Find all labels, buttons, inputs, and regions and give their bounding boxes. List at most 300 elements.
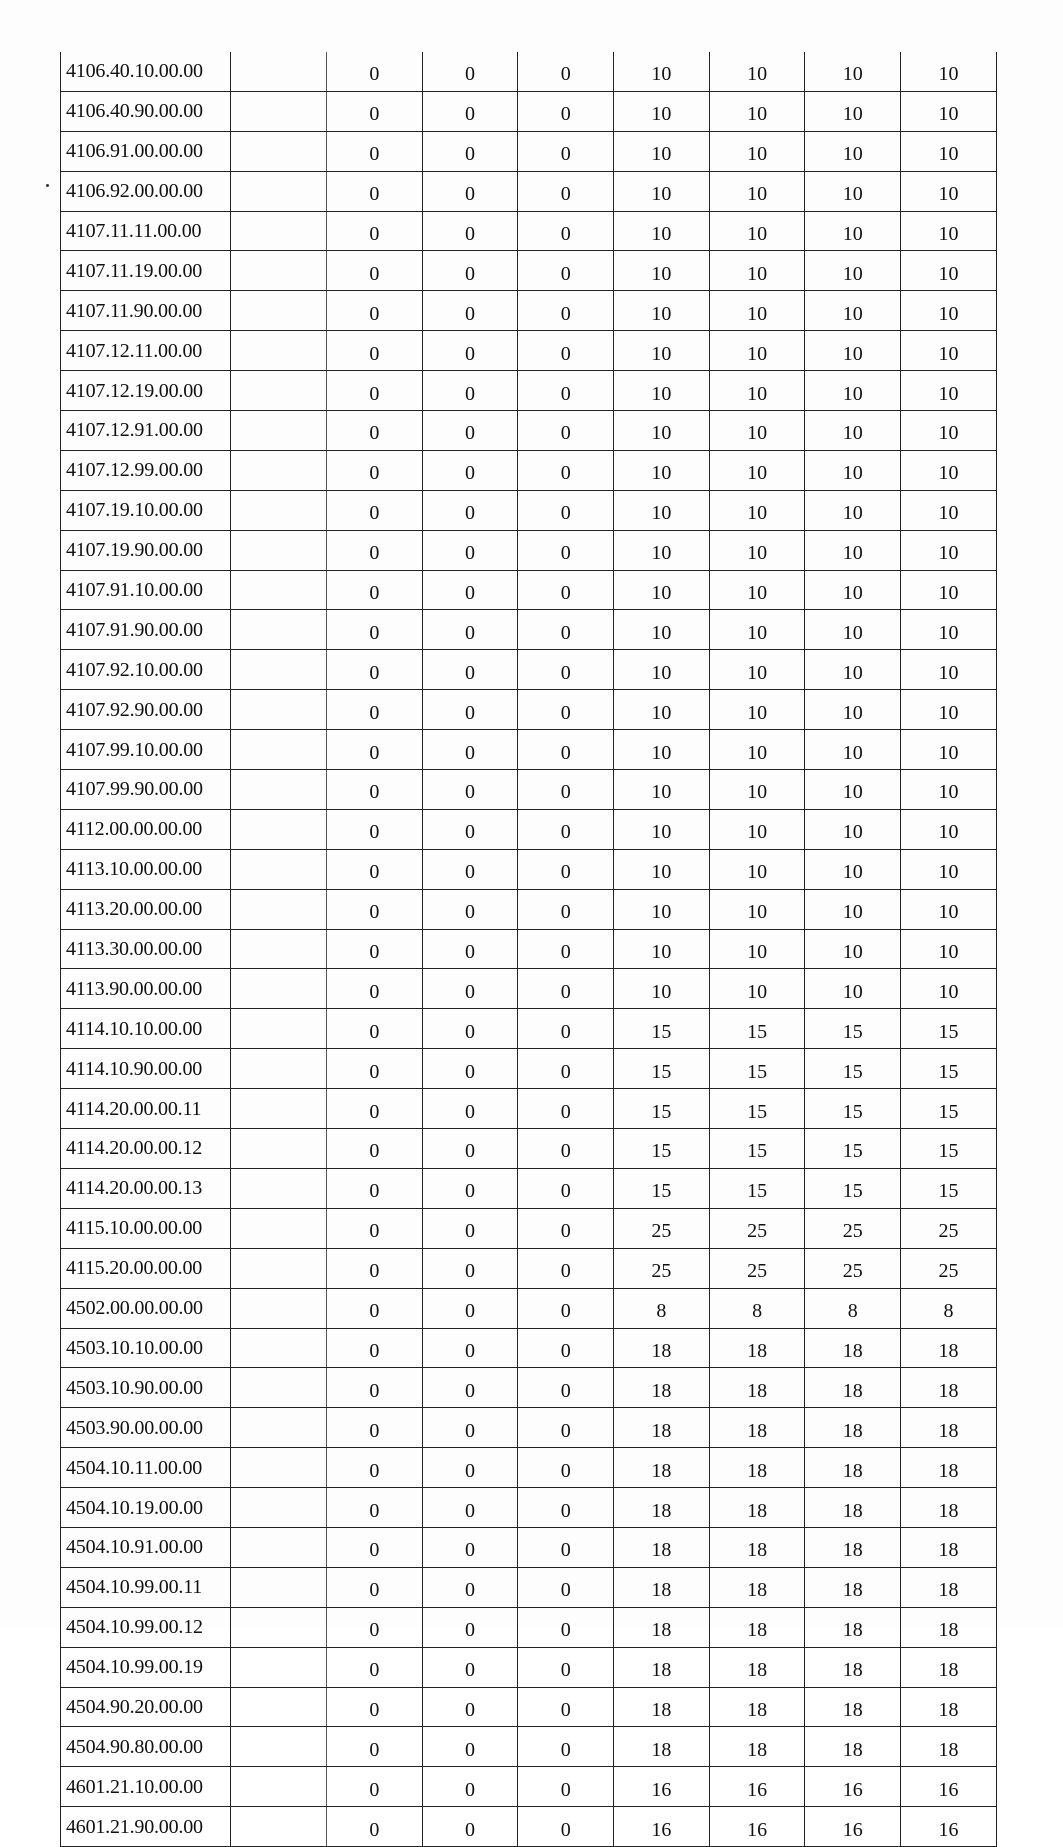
rate-cell: 0 (518, 1607, 614, 1647)
rate-cell: 18 (805, 1727, 901, 1767)
scan-speck (46, 184, 49, 187)
rate-cell: 0 (518, 1129, 614, 1169)
description-cell (231, 929, 327, 969)
hs-code-cell: 4503.90.00.00.00 (61, 1408, 231, 1448)
rate-cell: 0 (327, 1567, 423, 1607)
description-cell (231, 1448, 327, 1488)
rate-cell: 18 (709, 1328, 805, 1368)
table-row (61, 291, 997, 331)
table-row (61, 1488, 997, 1528)
rate-cell: 10 (901, 331, 997, 371)
rate-cell: 0 (327, 770, 423, 810)
rate-cell: 10 (614, 770, 710, 810)
rate-cell: 10 (709, 770, 805, 810)
rate-cell: 25 (805, 1248, 901, 1288)
rate-cell: 15 (805, 1009, 901, 1049)
rate-cell: 10 (901, 131, 997, 171)
rate-cell: 10 (709, 291, 805, 331)
rate-cell: 0 (518, 1009, 614, 1049)
rate-cell: 0 (422, 371, 518, 411)
rate-cell: 18 (805, 1647, 901, 1687)
rate-cell: 0 (518, 411, 614, 451)
table-row (61, 1208, 997, 1248)
rate-cell: 0 (518, 1687, 614, 1727)
rate-cell: 10 (805, 450, 901, 490)
rate-cell: 0 (422, 1208, 518, 1248)
tariff-table-body (61, 52, 997, 1847)
rate-cell: 10 (709, 730, 805, 770)
description-cell (231, 1408, 327, 1448)
rate-cell: 10 (614, 91, 710, 131)
rate-cell: 10 (901, 371, 997, 411)
rate-cell: 10 (614, 171, 710, 211)
rate-cell: 10 (901, 809, 997, 849)
rate-cell: 0 (518, 1368, 614, 1408)
table-row (61, 52, 997, 91)
rate-cell: 0 (422, 1168, 518, 1208)
table-row (61, 809, 997, 849)
rate-cell: 15 (805, 1089, 901, 1129)
hs-code-cell: 4106.91.00.00.00 (61, 131, 231, 171)
rate-cell: 18 (614, 1687, 710, 1727)
rate-cell: 16 (709, 1767, 805, 1807)
hs-code-cell: 4113.30.00.00.00 (61, 929, 231, 969)
rate-cell: 0 (327, 1767, 423, 1807)
table-row (61, 1368, 997, 1408)
rate-cell: 10 (805, 490, 901, 530)
table-row (61, 730, 997, 770)
rate-cell: 18 (805, 1567, 901, 1607)
rate-cell: 18 (709, 1687, 805, 1727)
rate-cell: 10 (901, 211, 997, 251)
hs-code-cell: 4504.10.99.00.19 (61, 1647, 231, 1687)
rate-cell: 10 (805, 889, 901, 929)
rate-cell: 10 (805, 530, 901, 570)
rate-cell: 18 (805, 1368, 901, 1408)
rate-cell: 0 (327, 171, 423, 211)
hs-code-cell: 4504.10.99.00.12 (61, 1607, 231, 1647)
rate-cell: 0 (327, 331, 423, 371)
rate-cell: 0 (327, 1368, 423, 1408)
description-cell (231, 570, 327, 610)
rate-cell: 0 (422, 1129, 518, 1169)
rate-cell: 0 (327, 1288, 423, 1328)
rate-cell: 18 (805, 1527, 901, 1567)
rate-cell: 18 (901, 1687, 997, 1727)
rate-cell: 10 (805, 291, 901, 331)
hs-code-cell: 4601.21.10.00.00 (61, 1767, 231, 1807)
rate-cell: 0 (327, 211, 423, 251)
rate-cell: 15 (614, 1009, 710, 1049)
table-row (61, 570, 997, 610)
rate-cell: 18 (614, 1368, 710, 1408)
rate-cell: 0 (518, 530, 614, 570)
rate-cell: 0 (327, 690, 423, 730)
rate-cell: 0 (518, 650, 614, 690)
rate-cell: 0 (518, 171, 614, 211)
rate-cell: 25 (901, 1248, 997, 1288)
rate-cell: 25 (614, 1208, 710, 1248)
table-row (61, 1288, 997, 1328)
rate-cell: 0 (422, 1647, 518, 1687)
rate-cell: 0 (518, 1208, 614, 1248)
rate-cell: 10 (901, 52, 997, 91)
rate-cell: 10 (805, 91, 901, 131)
rate-cell: 0 (327, 1009, 423, 1049)
hs-code-cell: 4504.90.80.00.00 (61, 1727, 231, 1767)
description-cell (231, 1567, 327, 1607)
rate-cell: 0 (422, 1408, 518, 1448)
rate-cell: 0 (327, 1248, 423, 1288)
description-cell (231, 91, 327, 131)
rate-cell: 18 (901, 1408, 997, 1448)
description-cell (231, 809, 327, 849)
rate-cell: 18 (901, 1328, 997, 1368)
table-row (61, 1248, 997, 1288)
rate-cell: 10 (805, 131, 901, 171)
rate-cell: 0 (422, 1488, 518, 1528)
rate-cell: 0 (422, 52, 518, 91)
rate-cell: 0 (327, 1049, 423, 1089)
rate-cell: 0 (422, 690, 518, 730)
rate-cell: 0 (518, 251, 614, 291)
rate-cell: 10 (901, 650, 997, 690)
rate-cell: 10 (614, 849, 710, 889)
description-cell (231, 770, 327, 810)
rate-cell: 15 (805, 1049, 901, 1089)
rate-cell: 10 (901, 570, 997, 610)
hs-code-cell: 4107.92.10.00.00 (61, 650, 231, 690)
description-cell (231, 490, 327, 530)
rate-cell: 10 (709, 889, 805, 929)
rate-cell: 10 (901, 730, 997, 770)
rate-cell: 0 (327, 650, 423, 690)
rate-cell: 10 (709, 490, 805, 530)
rate-cell: 0 (422, 1448, 518, 1488)
rate-cell: 8 (901, 1288, 997, 1328)
rate-cell: 0 (422, 131, 518, 171)
hs-code-cell: 4504.10.11.00.00 (61, 1448, 231, 1488)
rate-cell: 18 (709, 1408, 805, 1448)
hs-code-cell: 4115.20.00.00.00 (61, 1248, 231, 1288)
rate-cell: 10 (901, 251, 997, 291)
rate-cell: 15 (709, 1089, 805, 1129)
rate-cell: 0 (422, 849, 518, 889)
rate-cell: 0 (518, 1288, 614, 1328)
rate-cell: 10 (614, 52, 710, 91)
rate-cell: 0 (327, 291, 423, 331)
hs-code-cell: 4107.92.90.00.00 (61, 690, 231, 730)
rate-cell: 0 (327, 251, 423, 291)
rate-cell: 18 (709, 1647, 805, 1687)
description-cell (231, 530, 327, 570)
rate-cell: 0 (518, 1727, 614, 1767)
rate-cell: 0 (327, 450, 423, 490)
rate-cell: 0 (518, 52, 614, 91)
rate-cell: 0 (327, 1408, 423, 1448)
description-cell (231, 610, 327, 650)
rate-cell: 0 (518, 929, 614, 969)
hs-code-cell: 4107.19.10.00.00 (61, 490, 231, 530)
description-cell (231, 1089, 327, 1129)
rate-cell: 10 (901, 770, 997, 810)
rate-cell: 10 (901, 291, 997, 331)
rate-cell: 15 (709, 1168, 805, 1208)
rate-cell: 10 (805, 171, 901, 211)
rate-cell: 10 (805, 690, 901, 730)
rate-cell: 0 (327, 91, 423, 131)
rate-cell: 8 (614, 1288, 710, 1328)
rate-cell: 15 (709, 1049, 805, 1089)
rate-cell: 18 (901, 1727, 997, 1767)
rate-cell: 0 (422, 1009, 518, 1049)
description-cell (231, 730, 327, 770)
rate-cell: 18 (614, 1567, 710, 1607)
description-cell (231, 171, 327, 211)
table-row (61, 1727, 997, 1767)
description-cell (231, 1767, 327, 1807)
hs-code-cell: 4114.20.00.00.11 (61, 1089, 231, 1129)
rate-cell: 10 (614, 251, 710, 291)
hs-code-cell: 4601.21.90.00.00 (61, 1807, 231, 1847)
table-row (61, 1807, 997, 1847)
rate-cell: 18 (614, 1408, 710, 1448)
rate-cell: 0 (422, 929, 518, 969)
rate-cell: 18 (805, 1687, 901, 1727)
rate-cell: 0 (422, 91, 518, 131)
rate-cell: 10 (805, 411, 901, 451)
rate-cell: 18 (901, 1448, 997, 1488)
rate-cell: 0 (518, 849, 614, 889)
rate-cell: 0 (422, 530, 518, 570)
table-row (61, 969, 997, 1009)
hs-code-cell: 4107.19.90.00.00 (61, 530, 231, 570)
rate-cell: 18 (709, 1368, 805, 1408)
description-cell (231, 1208, 327, 1248)
rate-cell: 10 (709, 211, 805, 251)
rate-cell: 0 (518, 490, 614, 530)
hs-code-cell: 4113.90.00.00.00 (61, 969, 231, 1009)
table-row (61, 1527, 997, 1567)
rate-cell: 10 (614, 650, 710, 690)
rate-cell: 18 (614, 1448, 710, 1488)
rate-cell: 0 (327, 1448, 423, 1488)
hs-code-cell: 4503.10.90.00.00 (61, 1368, 231, 1408)
rate-cell: 15 (901, 1129, 997, 1169)
rate-cell: 0 (327, 1208, 423, 1248)
rate-cell: 0 (518, 570, 614, 610)
hs-code-cell: 4107.99.90.00.00 (61, 770, 231, 810)
rate-cell: 15 (614, 1129, 710, 1169)
rate-cell: 0 (518, 1767, 614, 1807)
rate-cell: 10 (614, 411, 710, 451)
rate-cell: 10 (709, 131, 805, 171)
rate-cell: 10 (614, 530, 710, 570)
description-cell (231, 52, 327, 91)
rate-cell: 0 (518, 969, 614, 1009)
rate-cell: 0 (327, 849, 423, 889)
rate-cell: 0 (422, 1049, 518, 1089)
rate-cell: 15 (614, 1089, 710, 1129)
hs-code-cell: 4107.91.90.00.00 (61, 610, 231, 650)
rate-cell: 10 (901, 690, 997, 730)
rate-cell: 25 (709, 1248, 805, 1288)
table-row (61, 331, 997, 371)
rate-cell: 10 (805, 211, 901, 251)
description-cell (231, 1368, 327, 1408)
hs-code-cell: 4107.12.99.00.00 (61, 450, 231, 490)
rate-cell: 10 (901, 849, 997, 889)
rate-cell: 10 (709, 809, 805, 849)
rate-cell: 0 (327, 730, 423, 770)
rate-cell: 15 (901, 1049, 997, 1089)
rate-cell: 18 (614, 1527, 710, 1567)
rate-cell: 18 (709, 1488, 805, 1528)
rate-cell: 10 (901, 411, 997, 451)
rate-cell: 15 (901, 1009, 997, 1049)
rate-cell: 16 (805, 1807, 901, 1847)
rate-cell: 10 (614, 730, 710, 770)
rate-cell: 10 (901, 530, 997, 570)
table-row (61, 411, 997, 451)
rate-cell: 10 (901, 171, 997, 211)
rate-cell: 0 (327, 530, 423, 570)
description-cell (231, 291, 327, 331)
rate-cell: 10 (805, 610, 901, 650)
table-row (61, 1687, 997, 1727)
rate-cell: 10 (901, 929, 997, 969)
rate-cell: 10 (709, 371, 805, 411)
hs-code-cell: 4503.10.10.00.00 (61, 1328, 231, 1368)
rate-cell: 0 (327, 889, 423, 929)
rate-cell: 10 (901, 91, 997, 131)
rate-cell: 15 (805, 1168, 901, 1208)
rate-cell: 0 (422, 1607, 518, 1647)
rate-cell: 18 (709, 1567, 805, 1607)
rate-cell: 10 (805, 730, 901, 770)
rate-cell: 0 (327, 610, 423, 650)
rate-cell: 15 (805, 1129, 901, 1169)
hs-code-cell: 4107.12.91.00.00 (61, 411, 231, 451)
description-cell (231, 1488, 327, 1528)
table-row (61, 770, 997, 810)
rate-cell: 0 (422, 889, 518, 929)
rate-cell: 10 (709, 570, 805, 610)
rate-cell: 0 (327, 570, 423, 610)
rate-cell: 0 (422, 730, 518, 770)
table-row (61, 1647, 997, 1687)
rate-cell: 18 (901, 1368, 997, 1408)
hs-code-cell: 4114.10.10.00.00 (61, 1009, 231, 1049)
rate-cell: 10 (614, 371, 710, 411)
rate-cell: 0 (422, 291, 518, 331)
rate-cell: 0 (518, 291, 614, 331)
rate-cell: 0 (518, 1248, 614, 1288)
rate-cell: 0 (327, 1328, 423, 1368)
rate-cell: 10 (805, 52, 901, 91)
rate-cell: 10 (709, 91, 805, 131)
description-cell (231, 1009, 327, 1049)
table-row (61, 1168, 997, 1208)
rate-cell: 0 (327, 1527, 423, 1567)
rate-cell: 0 (422, 610, 518, 650)
rate-cell: 18 (614, 1727, 710, 1767)
rate-cell: 10 (614, 690, 710, 730)
rate-cell: 10 (709, 530, 805, 570)
rate-cell: 18 (614, 1488, 710, 1528)
description-cell (231, 131, 327, 171)
rate-cell: 15 (709, 1009, 805, 1049)
rate-cell: 0 (422, 1767, 518, 1807)
hs-code-cell: 4114.10.90.00.00 (61, 1049, 231, 1089)
rate-cell: 10 (614, 610, 710, 650)
rate-cell: 0 (518, 889, 614, 929)
description-cell (231, 411, 327, 451)
description-cell (231, 1687, 327, 1727)
rate-cell: 18 (805, 1328, 901, 1368)
rate-cell: 8 (709, 1288, 805, 1328)
table-row (61, 610, 997, 650)
rate-cell: 0 (422, 411, 518, 451)
rate-cell: 10 (709, 610, 805, 650)
description-cell (231, 331, 327, 371)
rate-cell: 16 (901, 1767, 997, 1807)
rate-cell: 0 (327, 131, 423, 171)
rate-cell: 10 (614, 291, 710, 331)
rate-cell: 10 (709, 650, 805, 690)
rate-cell: 10 (614, 889, 710, 929)
rate-cell: 0 (422, 770, 518, 810)
rate-cell: 10 (805, 809, 901, 849)
rate-cell: 25 (614, 1248, 710, 1288)
rate-cell: 15 (709, 1129, 805, 1169)
rate-cell: 18 (901, 1647, 997, 1687)
rate-cell: 10 (614, 331, 710, 371)
rate-cell: 0 (327, 1727, 423, 1767)
description-cell (231, 371, 327, 411)
rate-cell: 10 (709, 849, 805, 889)
rate-cell: 0 (518, 809, 614, 849)
description-cell (231, 889, 327, 929)
table-row (61, 1009, 997, 1049)
rate-cell: 0 (327, 490, 423, 530)
rate-cell: 0 (518, 1527, 614, 1567)
rate-cell: 18 (901, 1567, 997, 1607)
rate-cell: 0 (327, 1807, 423, 1847)
hs-code-cell: 4107.11.11.00.00 (61, 211, 231, 251)
table-row (61, 211, 997, 251)
rate-cell: 18 (709, 1448, 805, 1488)
hs-code-cell: 4504.10.19.00.00 (61, 1488, 231, 1528)
rate-cell: 10 (901, 450, 997, 490)
table-row (61, 490, 997, 530)
rate-cell: 18 (901, 1488, 997, 1528)
rate-cell: 0 (518, 1168, 614, 1208)
table-row (61, 530, 997, 570)
rate-cell: 0 (422, 1687, 518, 1727)
rate-cell: 10 (614, 809, 710, 849)
rate-cell: 16 (614, 1767, 710, 1807)
rate-cell: 18 (709, 1527, 805, 1567)
rate-cell: 10 (614, 929, 710, 969)
description-cell (231, 1807, 327, 1847)
description-cell (231, 211, 327, 251)
rate-cell: 10 (614, 969, 710, 1009)
rate-cell: 0 (518, 211, 614, 251)
rate-cell: 10 (709, 411, 805, 451)
hs-code-cell: 4115.10.00.00.00 (61, 1208, 231, 1248)
table-row (61, 1767, 997, 1807)
